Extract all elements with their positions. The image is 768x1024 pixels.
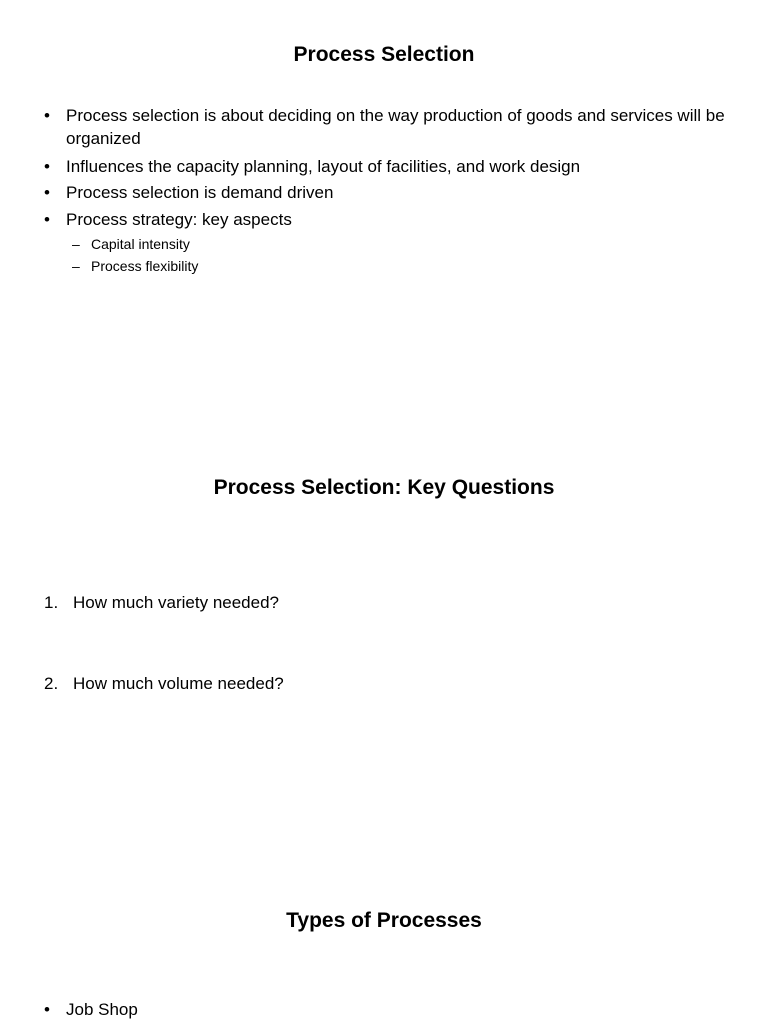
bullet-marker: •	[44, 106, 50, 125]
sub-bullet-text: Process flexibility	[91, 258, 199, 274]
bullet-item	[44, 155, 734, 178]
item-number: 1.	[44, 593, 59, 612]
item-text: How much volume needed?	[73, 674, 284, 693]
bullet-text: Influences the capacity planning, layout of facilities, and work design	[66, 157, 581, 176]
bullet-text: Process selection is about deciding on the way production of goods and services will be organized	[66, 106, 725, 148]
numbered-item	[44, 591, 644, 614]
item-number: 2.	[44, 674, 59, 693]
sub-bullet-text: Capital intensity	[91, 236, 190, 252]
dash-marker: –	[72, 258, 80, 274]
bullet-text: Process selection is demand driven	[66, 183, 334, 202]
bullet-item	[44, 208, 734, 231]
slide-title-types-of-processes: Types of Processes	[286, 909, 482, 932]
slide-title-key-questions: Process Selection: Key Questions	[213, 476, 555, 499]
slide-title-process-selection: Process Selection	[293, 43, 475, 66]
bullet-marker: •	[44, 183, 50, 202]
bullet-item	[44, 104, 734, 150]
sub-bullet-item	[72, 257, 672, 276]
dash-marker: –	[72, 236, 80, 252]
bullet-marker: •	[44, 210, 50, 229]
bullet-text: Job Shop	[66, 1000, 138, 1019]
bullet-marker: •	[44, 1000, 50, 1019]
bullet-text: Process strategy: key aspects	[66, 210, 292, 229]
item-text: How much variety needed?	[73, 593, 280, 612]
bullet-item	[44, 998, 734, 1021]
bullet-item	[44, 181, 734, 204]
sub-bullet-item	[72, 235, 672, 254]
bullet-marker: •	[44, 157, 50, 176]
numbered-item	[44, 672, 644, 695]
